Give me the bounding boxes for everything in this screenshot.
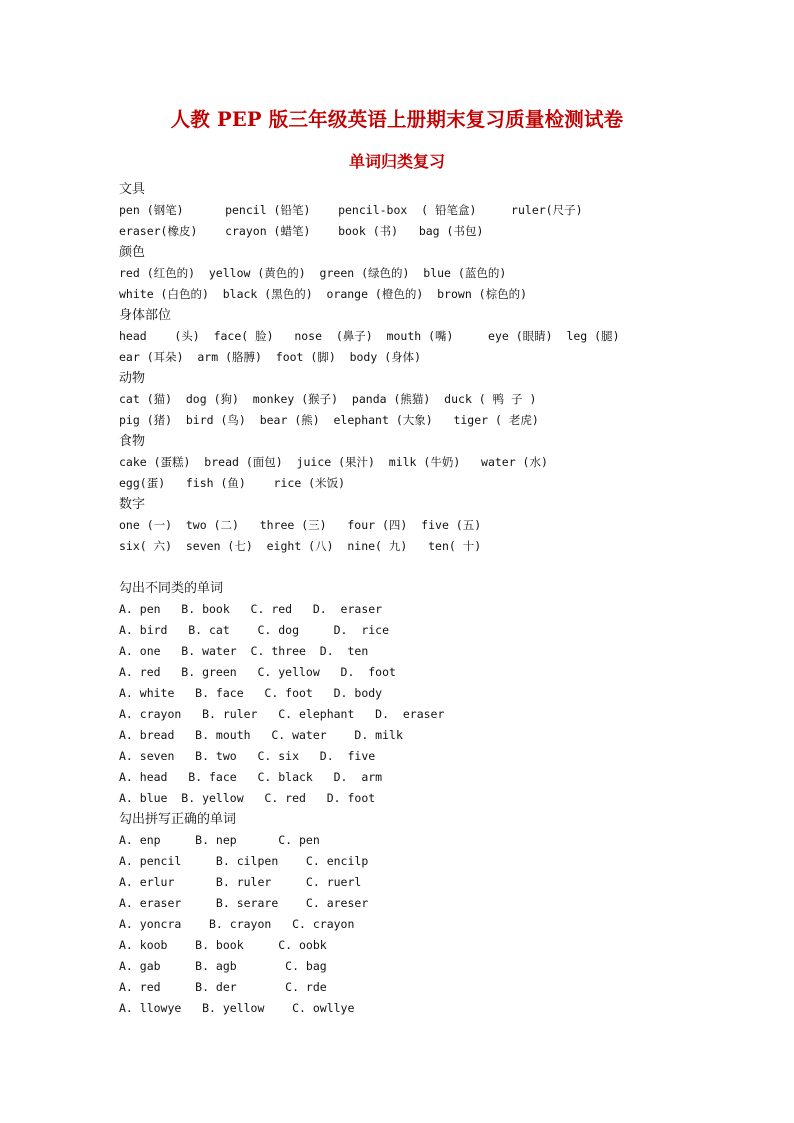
vocab-line: one (一) two (二) three (三) four (四) five (五) xyxy=(119,518,482,532)
vocab-line: pen (钢笔) pencil (铅笔) pencil-box ( 铅笔盒) ruler(尺子) xyxy=(119,203,583,217)
vocab-line: pig (猪) bird (鸟) bear (熊) elephant (大象) tiger ( 老虎) xyxy=(119,413,539,427)
question-line: A. red B. der C. rde xyxy=(119,980,327,994)
vocab-line: eraser(橡皮) crayon (蜡笔) book (书) bag (书包) xyxy=(119,224,484,238)
vocab-line: head (头) face( 脸) nose (鼻子) mouth (嘴) eye (眼睛) leg (腿) xyxy=(119,329,620,343)
spacer xyxy=(119,557,779,578)
vocab-line: six( 六) seven (七) eight (八) nine( 九) ten( 十) xyxy=(119,539,482,553)
question-line: A. enp B. nep C. pen xyxy=(119,833,320,847)
section-heading-stationery: 文具 xyxy=(119,182,146,197)
document-body xyxy=(119,179,779,1019)
section-heading-colors: 颜色 xyxy=(119,245,146,260)
page-subtitle: 单词归类复习 xyxy=(348,152,445,171)
question-line: A. eraser B. serare C. areser xyxy=(119,896,369,910)
question-line: A. head B. face C. black D. arm xyxy=(119,770,383,784)
vocab-line: egg(蛋) fish (鱼) rice (米饭) xyxy=(119,476,346,490)
section-heading-numbers: 数字 xyxy=(119,497,146,512)
question-line: A. seven B. two C. six D. five xyxy=(119,749,376,763)
question-line: A. bread B. mouth C. water D. milk xyxy=(119,728,403,742)
section-heading-animals: 动物 xyxy=(119,371,146,386)
vocab-line: red (红色的) yellow (黄色的) green (绿色的) blue (蓝色的) xyxy=(119,266,507,280)
question-line: A. pencil B. cilpen C. encilp xyxy=(119,854,369,868)
question-line: A. erlur B. ruler C. ruerl xyxy=(119,875,362,889)
question-line: A. blue B. yellow C. red D. foot xyxy=(119,791,376,805)
vocab-line: white (白色的) black (黑色的) orange (橙色的) brown (棕色的) xyxy=(119,287,528,301)
question-line: A. pen B. book C. red D. eraser xyxy=(119,602,383,616)
question-line: A. llowye B. yellow C. owllye xyxy=(119,1001,355,1015)
section-heading-body-parts: 身体部位 xyxy=(119,308,172,323)
question-line: A. koob B. book C. oobk xyxy=(119,938,327,952)
section-heading-spelling: 勾出拼写正确的单词 xyxy=(119,812,237,827)
vocab-line: ear (耳朵) arm (胳膊) foot (脚) body (身体) xyxy=(119,350,422,364)
question-line: A. yoncra B. crayon C. crayon xyxy=(119,917,355,931)
page-title: 人教 PEP 版三年级英语上册期末复习质量检测试卷 xyxy=(170,108,624,131)
question-line: A. gab B. agb C. bag xyxy=(119,959,327,973)
question-line: A. white B. face C. foot D. body xyxy=(119,686,383,700)
question-line: A. one B. water C. three D. ten xyxy=(119,644,369,658)
question-line: A. red B. green C. yellow D. foot xyxy=(119,665,396,679)
section-heading-food: 食物 xyxy=(119,434,146,449)
question-line: A. crayon B. ruler C. elephant D. eraser xyxy=(119,707,445,721)
question-line: A. bird B. cat C. dog D. rice xyxy=(119,623,390,637)
section-heading-odd-one-out: 勾出不同类的单词 xyxy=(119,581,224,596)
vocab-line: cat (猫) dog (狗) monkey (猴子) panda (熊猫) duck ( 鸭 子 ) xyxy=(119,392,537,406)
vocab-line: cake (蛋糕) bread (面包) juice (果汁) milk (牛奶) water (水) xyxy=(119,455,548,469)
